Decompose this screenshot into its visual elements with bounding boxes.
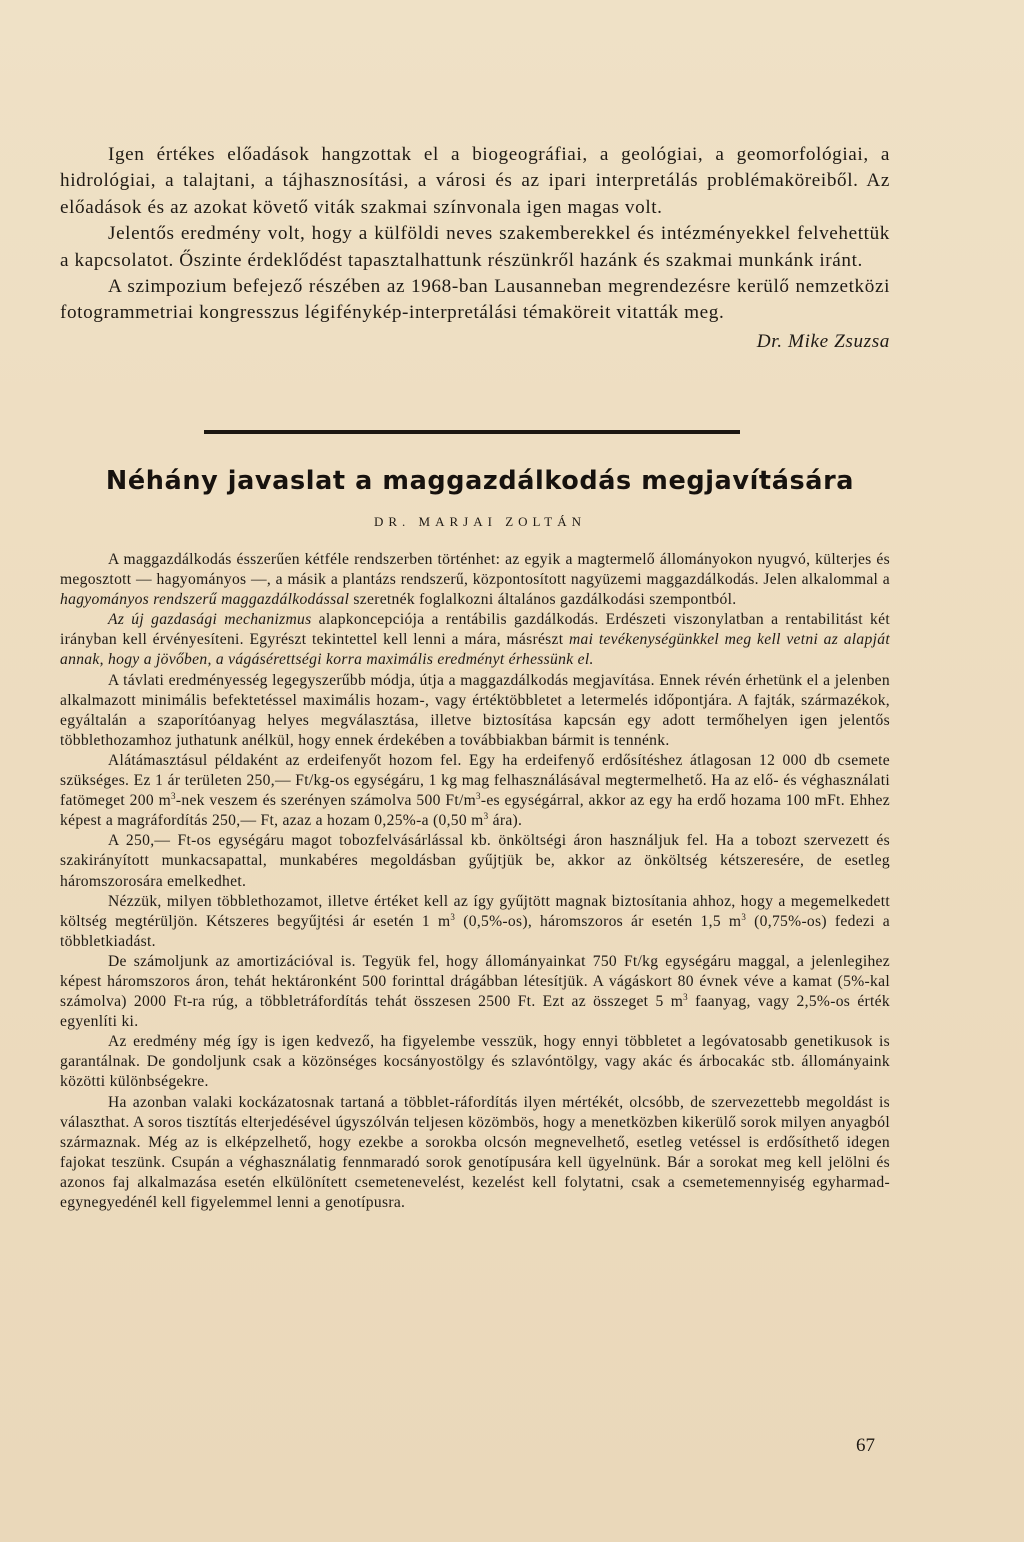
paragraph: A szimpozium befejező részében az 1968-ban Lausanneban megrendezésre kerülő nemzetközi fotogrammetriai kongresszus légifénykép-interpretálási témaköreit vitatták meg.: [60, 276, 890, 324]
paragraph: Jelentős eredmény volt, hogy a külföldi neves szakemberekkel és intézményekkel felvehettük a kapcsolatot. Őszinte érdeklődést tapasztalhattunk részünkről hazánk és szakmai munkánk iránt.: [60, 223, 890, 271]
article-title: Néhány javaslat a maggazdálkodás megjavítására: [105, 466, 855, 496]
previous-article-end: [60, 142, 890, 355]
paragraph: Igen értékes előadások hangzottak el a biogeográfiai, a geológiai, a geomorfológiai, a hidrológiai, a talajtani, a tájhasznosítási, a városi és az ipari interpretálás problémaköreiből. Az előadások és az azokat követő viták szakmai színvonala igen magas volt.: [60, 144, 890, 218]
article-author: DR. MARJAI ZOLTÁN: [374, 514, 586, 529]
paragraph: A távlati eredményesség legegyszerűbb módja, útja a maggazdálkodás megjavítása. Ennek révén érhetünk el a jelenben alkalmazott minimális befektetéssel maximális hozam-, vagy értéktöbbletet a letermelés időpontjára. A fajták, származékok, egyáltalán a szaporítóanyag helyes megválasztása, illetve biztosítása kapcsán egy adott termőhelyen igen jelentős többlethozamhoz juthatunk anélkül, hogy ennek érdekében a továbbiakban bármit is tennénk.: [60, 671, 890, 749]
paragraph: A maggazdálkodás ésszerűen kétféle rendszerben történhet: az egyik a magtermelő állományokon nyugvó, külterjes és megosztott — hagyományos —, a másik a plantázs rendszerű, központosított nagyüzemi maggazdálkodás. Jelen alkalommal a hagyományos rendszerű maggazdálkodással szeretnék foglalkozni általános gazdálkodási szempontból.: [60, 551, 890, 609]
article-body: [60, 550, 890, 1213]
paragraph: Ha azonban valaki kockázatosnak tartaná a többlet-ráfordítás ilyen mértékét, olcsóbb, de szervezettebb megoldást is választhat. A soros tisztítás elterjedésével úgyszólván teljesen közömbös, hogy a menetközben kikerülő sorok milyen anyagból származnak. Még az is elképzelhető, hogy ezekbe a sorokba olcsón megnevelhető, esetleg vetéssel is erdősíthető idegen fajokat teszünk. Csupán a véghasználatig fennmaradó sorok genotípusára kell ügyelnünk. Bár a sorokat meg kell jelölni és azonos faj alkalmazása esetén elkülönített csemetenevelést, kezelést kell folytatni, csak a csemetemennyiség egyharmad-egynegyedénél kell figyelemmel lenni a genotípusra.: [60, 1093, 890, 1211]
signature: Dr. Mike Zsuzsa: [756, 330, 890, 352]
paragraph: Az új gazdasági mechanizmus alapkoncepciója a rentábilis gazdálkodás. Erdészeti viszonylatban a rentabilitást két irányban kell érvényesíteni. Egyrészt tekintettel kell lenni a mára, másrészt mai tevékenységünkkel meg kell vetni az alapját annak, hogy a jövőben, a vágásérettségi korra maximális eredményt érhessünk el.: [60, 611, 890, 669]
section-divider: [204, 430, 740, 434]
paragraph: Az eredmény még így is igen kedvező, ha figyelembe vesszük, hogy ennyi többletet a legóvatosabb genetikusok is garantálnak. De gondoljunk csak a közönséges kocsányostölgy és szlavóntölgy, vagy akác és árbocakác stb. állományaink közötti különbségekre.: [60, 1033, 890, 1091]
paragraph: Alátámasztásul példaként az erdeifenyőt hozom fel. Egy ha erdeifenyő erdősítéshez átlagosan 12 000 db csemete szükséges. Ez 1 ár területen 250,— Ft/kg-os egységáru, 1 kg mag felhasználásával megtermelhető. Ha az elő- és véghasználati fatömeget 200 $m^3$-nek veszem és szerényen számolva 500 $Ft/m^3-es$ egységárral, akkor az egy ha erdő hozama 100 mFt. Ehhez képest a magráfordítás 250,— Ft, azaz a hozam 0,25%-a (0,50 $m^3$ ára).: [60, 751, 890, 830]
paragraph: De számoljunk az amortizációval is. Tegyük fel, hogy állományainkat 750 Ft/kg egységáru maggal, a jelenlegihez képest háromszoros áron, tehát hektáronként 500 forinttal drágábban létesítjük. A vágáskort 80 évnek véve a kamat (5%-kal számolva) 2000 Ft-ra rúg, a többletráfordítás tehát összesen 2500 Ft. Ezt az összeget 5 $m^3$ faanyag, vagy 2,5%-os érték egyenlíti ki.: [60, 952, 890, 1031]
page-number: 67: [856, 1435, 875, 1456]
paragraph: Nézzük, milyen többlethozamot, illetve értéket kell az így gyűjtött magnak biztosítania ahhoz, hogy a megemelkedett költség megtérüljön. Kétszeres begyűjtési ár esetén 1 $m^3$ (0,5%-os), háromszoros ár esetén 1,5 $m^3$ (0,75%-os) fedezi a többletkiadást.: [60, 892, 891, 950]
paragraph: A 250,— Ft-os egységáru magot tobozfelvásárlással kb. önköltségi áron használjuk fel. Ha a tobozt szervezett és szakirányított munkacsapattal, munkabéres megoldásban gyűjtjük be, akkor az önköltség kétszeresére, de esetleg háromszorosára emelkedhet.: [60, 832, 890, 890]
